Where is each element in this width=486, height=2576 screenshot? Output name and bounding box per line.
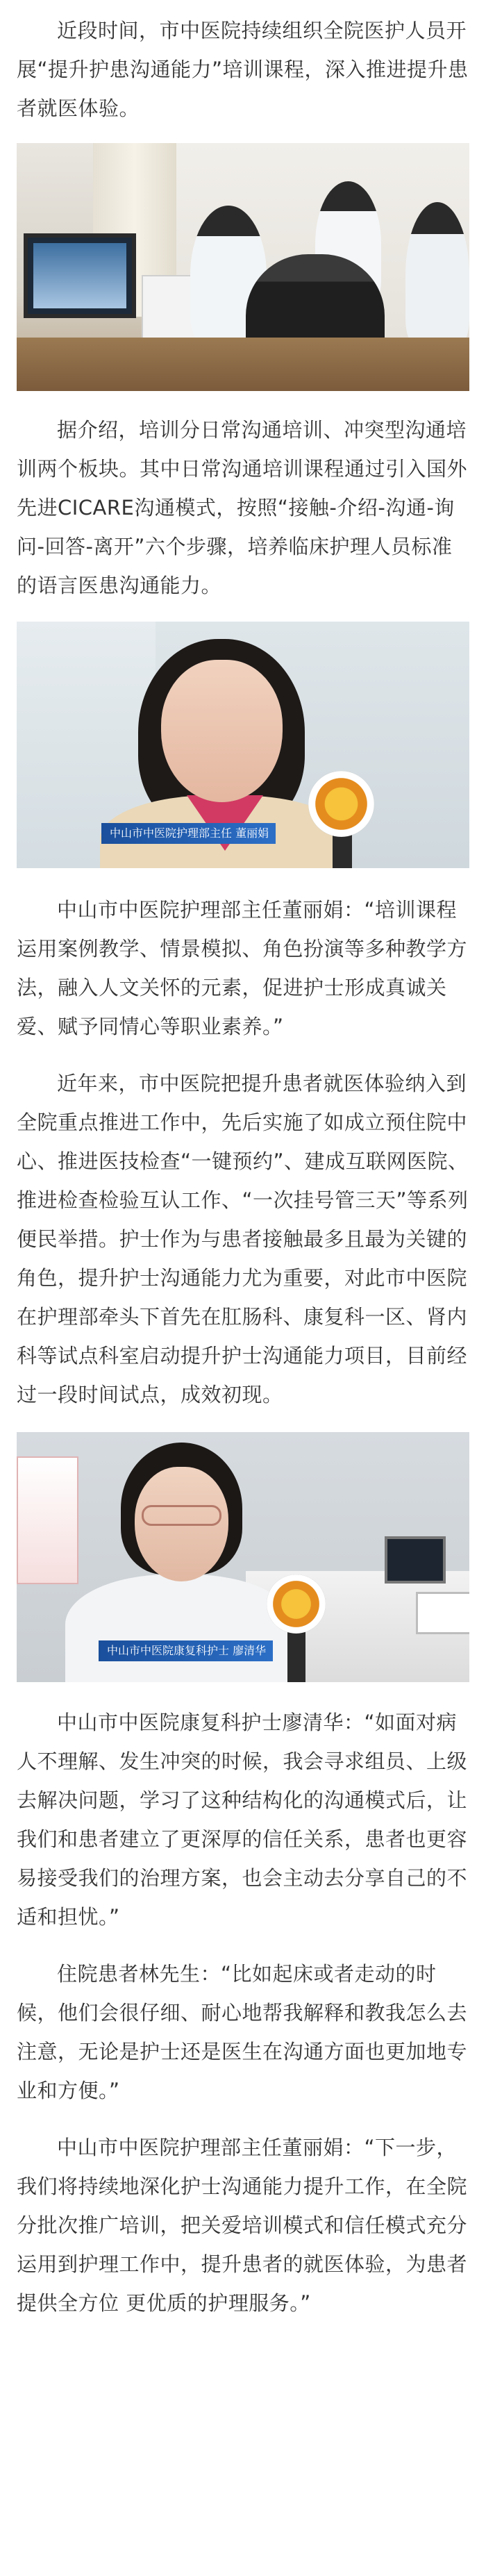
paragraph-4: 近年来，市中医院把提升患者就医体验纳入到全院重点推进工作中，先后实施了如成立预住院中心、推进医技检查“一键预约”、建成互联网医院、推进检查检验互认工作、“一次挂号管三天”等系列便民举措。护士作为与患者接触最多且最为关键的角色，提升护士沟通能力尤为重要，对此市中医院在护理部牵头下首先在肛肠科、康复科一区、肾内科等试点科室启动提升护士沟通能力项目，目前经过一段时间试点，成效初现。 (17, 1072, 469, 1406)
tv-station-microphone-icon (267, 1574, 326, 1634)
paragraph-6: 住院患者林先生：“比如起床或者走动的时候，他们会很仔细、耐心地帮我解释和教我怎么去注意，无论是护士还是医生在沟通方面也更加地专业和方便。” (17, 1962, 468, 2102)
photo-desk (17, 338, 469, 391)
interview-photo-nurse (17, 1432, 469, 1682)
photo-poster (17, 1456, 78, 1584)
spacer (0, 1046, 486, 1064)
spacer (0, 391, 486, 410)
photo-body (65, 1574, 294, 1682)
interview-photo-director (17, 622, 469, 868)
paragraph-2: 据介绍，培训分日常沟通培训、冲突型沟通培训两个板块。其中日常沟通培训课程通过引入国外先进CICARE沟通模式，按照“接触-介绍-沟通-询问-回答-离开”六个步骤，培养临床护理人员标准的语言医患沟通能力。 (17, 418, 468, 597)
spacer (0, 2110, 486, 2128)
photo-nurse-3 (405, 202, 469, 348)
photo-caption-nurse: 中山市中医院康复科护士 廖清华 (99, 1640, 273, 1661)
spacer (0, 1936, 486, 1954)
photo-screen (385, 1536, 446, 1584)
paragraph-5: 中山市中医院康复科护士廖清华：“如面对病人不理解、发生冲突的时候，我会寻求组员、上级去解决问题，学习了这种结构化的沟通模式后，让我们和患者建立了更深厚的信任关系，患者也更容易接受我们的治理方案，也会主动去分享自己的不适和担忧。” (17, 1711, 468, 1929)
photo-caption-director: 中山市中医院护理部主任 董丽娟 (101, 823, 276, 844)
microphone-handle (287, 1627, 305, 1682)
photo-glasses (142, 1505, 221, 1526)
photo-monitor (24, 233, 136, 318)
top-spacer (0, 0, 486, 11)
tv-station-microphone-icon (308, 771, 374, 837)
photo-screen-2 (416, 1592, 469, 1634)
photo-face (161, 660, 283, 802)
spacer (0, 128, 486, 143)
spacer (0, 868, 486, 890)
paragraph-3: 中山市中医院护理部主任董丽娟：“培训课程运用案例教学、情景模拟、角色扮演等多种教学方法，融入人文关怀的元素，促进护士形成真诚关爱、赋予同情心等职业素养。” (17, 898, 468, 1038)
spacer (0, 605, 486, 622)
paragraph-1: 近段时间，市中医院持续组织全院医护人员开展“提升护患沟通能力”培训课程，深入推进提升患者就医体验。 (17, 19, 469, 120)
spacer (0, 1414, 486, 1432)
training-photo (17, 143, 469, 391)
spacer (0, 1682, 486, 1703)
bottom-spacer (0, 2322, 486, 2336)
paragraph-7: 中山市中医院护理部主任董丽娟：“下一步，我们将持续地深化护士沟通能力提升工作，在全院分批次推广培训，把关爱培训模式和信任模式充分运用到护理工作中，提升患者的就医体验，为患者提供全方位 更优质的护理服务。” (17, 2136, 468, 2315)
